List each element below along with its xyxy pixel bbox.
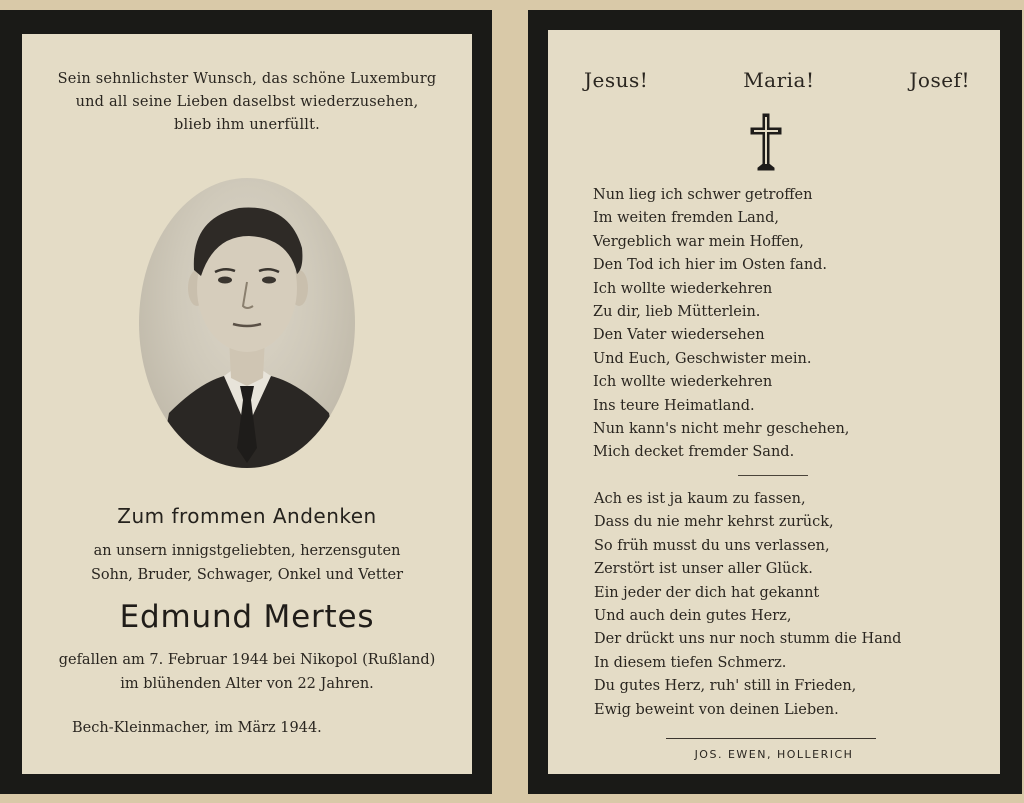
dedication-text: [22, 539, 472, 587]
poem-line: Ich wollte wiederkehren: [593, 374, 773, 391]
printer-rule: [666, 738, 876, 739]
poem-line: Ins teure Heimatland.: [593, 397, 755, 414]
wish-line: blieb ihm unerfüllt.: [174, 117, 320, 133]
poem-stanza-1: [593, 184, 849, 465]
poem-line: Den Tod ich hier im Osten fand.: [593, 257, 828, 274]
invocation-jesus: Jesus!: [584, 68, 649, 92]
poem-line: So früh musst du uns verlassen,: [594, 537, 830, 554]
wish-text: [22, 68, 472, 137]
deceased-name: Edmund Mertes: [119, 599, 375, 635]
poem-line: Und Euch, Geschwister mein.: [593, 350, 812, 367]
poem-stanza-2: [594, 488, 901, 722]
wish-line: Sein sehnlichster Wunsch, das schöne Luxemburg: [57, 71, 437, 87]
wish-line: und all seine Lieben daselbst wiederzusehen,: [75, 94, 419, 110]
death-details-line: gefallen am 7. Februar 1944 bei Nikopol (Rußland): [58, 652, 436, 668]
dedication-line: an unsern innigstgeliebten, herzensguten: [93, 543, 401, 559]
death-details: [22, 648, 472, 696]
poem-line: Ein jeder der dich hat gekannt: [594, 584, 820, 601]
cross-icon: [748, 112, 784, 172]
poem-line: Nun lieg ich schwer getroffen: [593, 187, 813, 203]
memorial-heading: Zum frommen Andenken: [117, 504, 377, 528]
portrait-photo: [139, 178, 355, 468]
death-details-line: im blühenden Alter von 22 Jahren.: [120, 676, 374, 692]
stanza-divider: [738, 475, 808, 476]
poem-line: Ach es ist ja kaum zu fassen,: [594, 491, 806, 507]
poem-line: Den Vater wiedersehen: [593, 327, 765, 344]
memorial-card-right: [528, 10, 1022, 794]
poem-line: Und auch dein gutes Herz,: [594, 608, 792, 625]
card-paper-right: [548, 30, 1000, 774]
poem-line: In diesem tiefen Schmerz.: [594, 654, 787, 671]
poem-line: Ewig beweint von deinen Lieben.: [594, 701, 839, 718]
dedication-line: Sohn, Bruder, Schwager, Onkel und Vetter: [90, 567, 404, 583]
poem-line: Im weiten fremden Land,: [593, 210, 780, 227]
invocation-maria: Maria!: [743, 68, 815, 92]
poem-line: Vergeblich war mein Hoffen,: [593, 233, 804, 250]
poem-line: Der drückt uns nur noch stumm die Hand: [594, 631, 902, 648]
poem-line: Du gutes Herz, ruh' still in Frieden,: [594, 678, 857, 695]
invocation-josef: Josef!: [909, 68, 970, 92]
card-paper-left: [22, 34, 472, 774]
portrait-image: [139, 178, 355, 468]
poem-line: Ich wollte wiederkehren: [593, 280, 773, 297]
poem-line: Zerstört ist unser aller Glück.: [594, 561, 813, 578]
invocation: [584, 68, 970, 92]
poem-line: Dass du nie mehr kehrst zurück,: [594, 514, 834, 531]
memorial-card-left: [0, 10, 492, 794]
place-date: Bech-Kleinmacher, im März 1944.: [72, 720, 322, 736]
poem-line: Mich decket fremder Sand.: [593, 444, 795, 461]
printer-credit: JOS. EWEN, HOLLERICH: [694, 748, 854, 761]
poem-line: Nun kann's nicht mehr geschehen,: [593, 421, 850, 438]
poem-line: Zu dir, lieb Mütterlein.: [593, 304, 761, 321]
